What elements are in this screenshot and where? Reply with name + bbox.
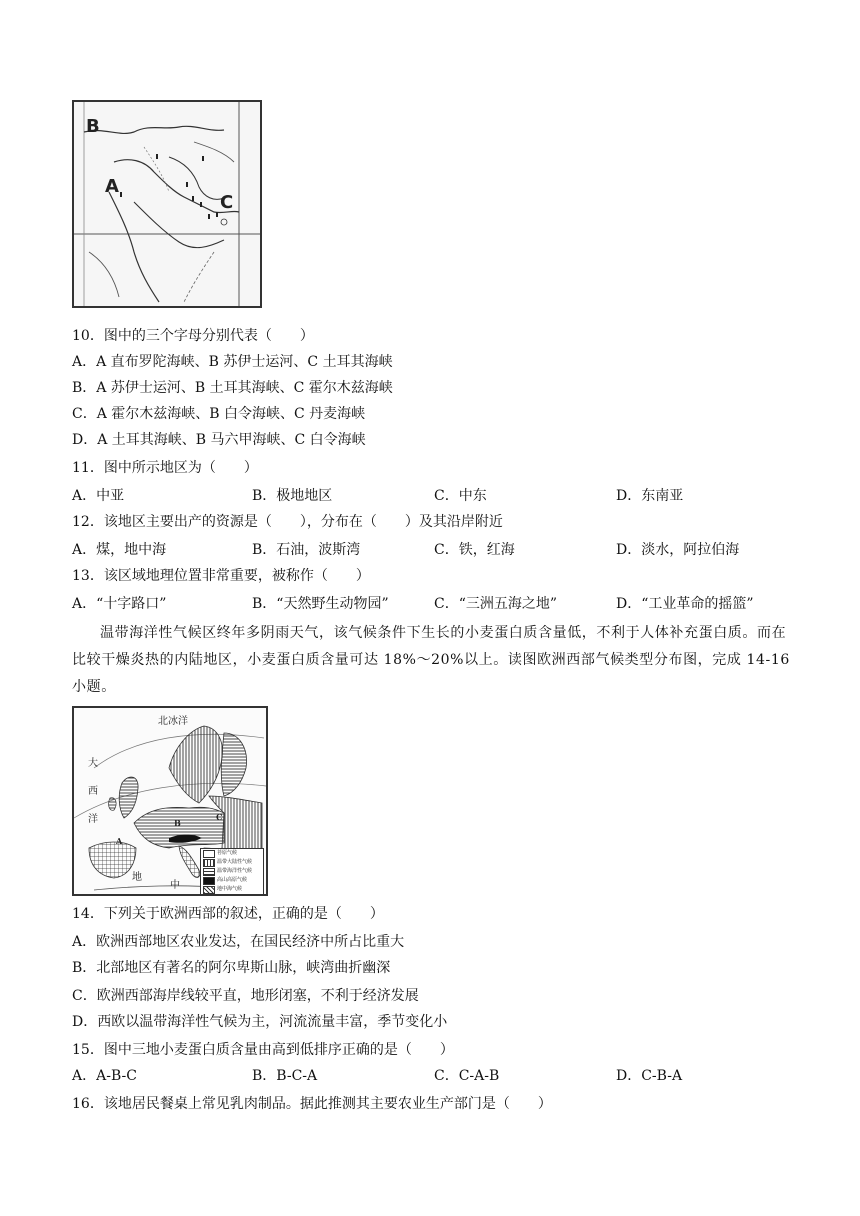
- q11-option-c: C．中东: [434, 488, 487, 504]
- legend-row-continental: 温带大陆性气候: [201, 858, 263, 867]
- q13-option-a: A．“十字路口”: [72, 596, 167, 612]
- map2-label-b: B: [174, 818, 181, 828]
- q15-option-b: B．B-C-A: [252, 1068, 318, 1084]
- q10-option-d: D．A 土耳其海峡、B 马六甲海峡、C 白令海峡: [72, 432, 366, 448]
- legend-row-tundra: 苔原气候: [201, 849, 263, 858]
- q13-option-d: D．“工业革命的摇篮”: [616, 596, 754, 612]
- map2-med-1: 地: [132, 872, 142, 883]
- map2-med-2: 中: [170, 880, 180, 891]
- legend-row-highland: 高山高原气候: [201, 876, 263, 885]
- map2-ocean-arctic: 北冰洋: [158, 716, 188, 727]
- climate-passage: 温带海洋性气候区终年多阴雨天气，该气候条件下生长的小麦蛋白质含量低，不利于人体补充蛋白质。而在比较干燥炎热的内陆地区，小麦蛋白质含量可达 18%～20%以上。读图欧洲西部气候类型分布图，完成 14-16 小题。: [72, 625, 790, 695]
- europe-climate-map: [72, 706, 268, 896]
- q14-option-b: B．北部地区有著名的阿尔卑斯山脉，峡湾曲折幽深: [72, 960, 391, 976]
- map2-label-c: C: [216, 812, 223, 822]
- q12-option-d: D．淡水，阿拉伯海: [616, 542, 740, 558]
- q11-option-d: D．东南亚: [616, 488, 684, 504]
- q13-stem: 13．该区域地理位置非常重要，被称作（ ）: [72, 568, 370, 584]
- map1-label-a: A: [105, 176, 119, 197]
- legend-row-mediterranean: 地中海气候: [201, 885, 263, 894]
- q14-option-d: D．西欧以温带海洋性气候为主，河流流量丰富，季节变化小: [72, 1014, 448, 1030]
- q12-option-b: B．石油，波斯湾: [252, 542, 361, 558]
- q13-option-b: B．“天然野生动物园”: [252, 596, 389, 612]
- map2-label-a: A: [116, 836, 123, 846]
- q11-option-a: A．中亚: [72, 488, 125, 504]
- q15-option-c: C．C-A-B: [434, 1068, 500, 1084]
- middle-east-map: [72, 100, 262, 308]
- q11-option-b: B．极地地区: [252, 488, 333, 504]
- legend-row-marine: 温带海洋性气候: [201, 867, 263, 876]
- q15-option-a: A．A-B-C: [72, 1068, 137, 1084]
- q11-stem: 11．图中所示地区为（ ）: [72, 460, 258, 476]
- q10-option-a: A．A 直布罗陀海峡、B 苏伊士运河、C 土耳其海峡: [72, 354, 393, 370]
- map2-atlantic-1: 大: [88, 758, 98, 769]
- q15-option-d: D．C-B-A: [616, 1068, 683, 1084]
- map2-atlantic-3: 洋: [88, 814, 98, 825]
- map1-label-b: B: [86, 116, 100, 137]
- map2-legend: [200, 848, 264, 896]
- map2-atlantic-2: 西: [88, 786, 98, 797]
- map1-label-c: C: [220, 192, 234, 213]
- q14-stem: 14．下列关于欧洲西部的叙述，正确的是（ ）: [72, 906, 384, 922]
- q10-stem: 10．图中的三个字母分别代表（ ）: [72, 328, 314, 344]
- q16-stem: 16．该地居民餐桌上常见乳肉制品。据此推测其主要农业生产部门是（ ）: [72, 1096, 552, 1112]
- q12-option-c: C．铁，红海: [434, 542, 515, 558]
- q13-option-c: C．“三洲五海之地”: [434, 596, 558, 612]
- q10-option-b: B．A 苏伊士运河、B 土耳其海峡、C 霍尔木兹海峡: [72, 380, 393, 396]
- q14-option-a: A．欧洲西部地区农业发达，在国民经济中所占比重大: [72, 934, 405, 950]
- q14-option-c: C．欧洲西部海岸线较平直，地形闭塞，不利于经济发展: [72, 988, 419, 1004]
- q15-stem: 15．图中三地小麦蛋白质含量由高到低排序正确的是（ ）: [72, 1042, 454, 1058]
- q12-stem: 12．该地区主要出产的资源是（ ），分布在（ ）及其沿岸附近: [72, 514, 503, 530]
- q10-option-c: C．A 霍尔木兹海峡、B 白令海峡、C 丹麦海峡: [72, 406, 366, 422]
- q12-option-a: A．煤，地中海: [72, 542, 167, 558]
